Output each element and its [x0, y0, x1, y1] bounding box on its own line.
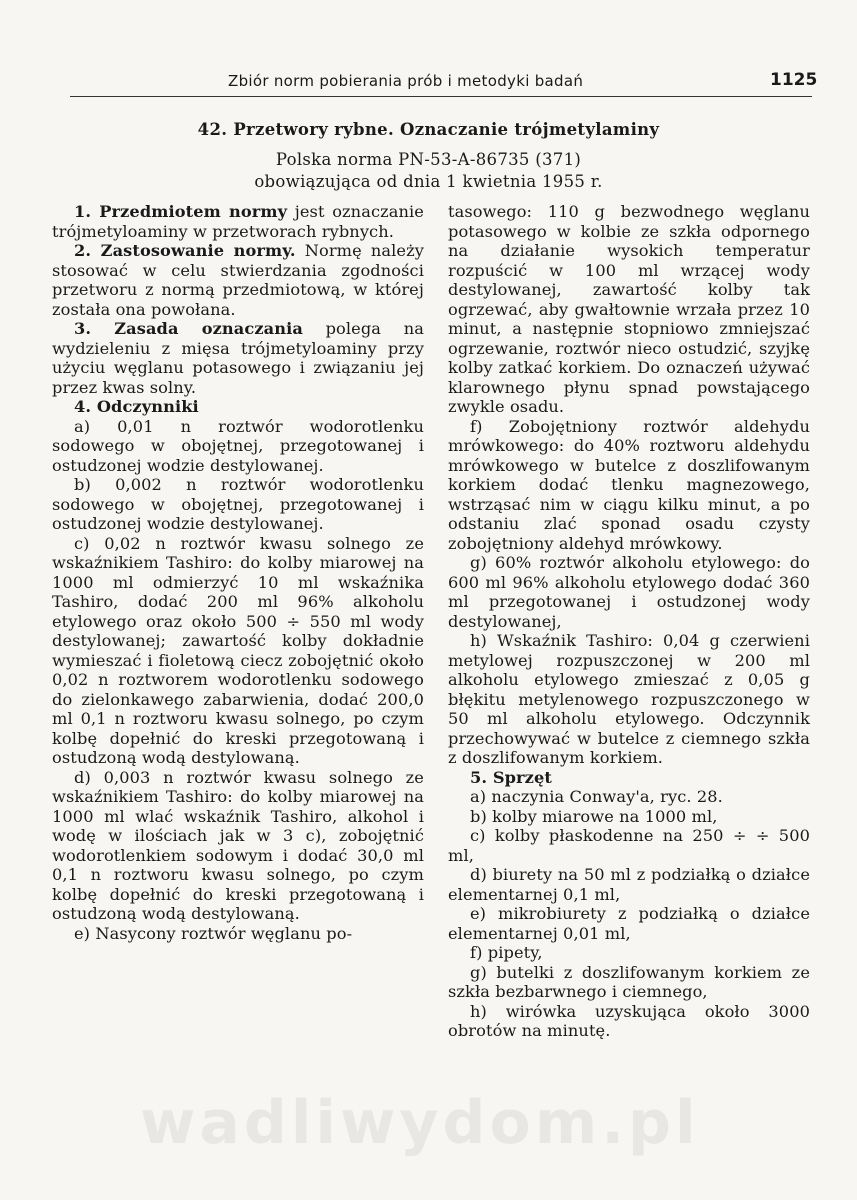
paragraph-text: e) Nasycony roztwór węglanu po- [74, 923, 353, 943]
paragraph [52, 768, 424, 924]
paragraph-text: d) biurety na 50 ml z podziałką o działce elementarnej 0,1 ml, [448, 865, 810, 904]
running-head: Zbiór norm pobierania prób i metodyki badań [228, 72, 584, 90]
paragraph [448, 826, 810, 865]
paragraph-label: 1. Przedmiotem normy [74, 202, 288, 221]
paragraph-text: g) butelki z doszlifowanym korkiem ze szkła bezbarwnego i ciemnego, [448, 962, 810, 1001]
paragraph [448, 943, 810, 963]
paragraph-text: c) kolby płaskodenne na 250 ÷ ÷ 500 ml, [448, 826, 810, 865]
paragraph [52, 924, 424, 944]
paragraph-text: a) 0,01 n roztwór wodorotlenku sodowego w obojętnej, przegotowanej i ostudzonej wodzie destylowanej. [52, 416, 424, 475]
paragraph-text: b) 0,002 n roztwór wodorotlenku sodowego w obojętnej, przegotowanej i ostudzonej wodzie destylowanej. [52, 475, 424, 533]
paragraph-text: polega na wydzieleniu z mięsa trójmetyloaminy przy użyciu węglanu potasowego i związaniu jej przez kwas solny. [52, 319, 425, 397]
paragraph [448, 417, 810, 554]
paragraph-text: d) 0,003 n roztwór kwasu solnego ze wskaźnikiem Tashiro: do kolby miarowej na 1000 ml wlać wskaźnik Tashiro, alkohol i wodę w ilościach jak w 3 c), zobojętnić wodorotlenkiem sodowym i dodać 30,0 ml 0,1 n roztworu kwasu solnego, po czym kolbę dopełnić do kreski przegotowaną i ostudzoną wodą destylowaną. [52, 767, 424, 923]
standard-number: Polska norma PN-53-A-86735 (371) [275, 150, 582, 169]
paragraph [52, 202, 424, 241]
effective-date: obowiązująca od dnia 1 kwietnia 1955 r. [254, 172, 603, 191]
paragraph [52, 397, 424, 417]
paragraph-text: c) 0,02 n roztwór kwasu solnego ze wskaźnikiem Tashiro: do kolby miarowej na 1000 ml odmierzyć 10 ml wskaźnika Tashiro, dodać 200 ml 96% alkoholu etylowego oraz około 500 ÷ 550 ml wody destylowanej; zawartość kolby dokładnie wymieszać i fioletową ciecz zobojętnić około 0,02 n roztworem wodorotlenku sodowego do zielonkawego zabarwienia, dodać 200,0 ml 0,1 n roztworu kwasu solnego, po czym kolbę dopełnić do kreski przegotowaną i ostudzoną wodą destylowaną. [52, 533, 424, 767]
paragraph [52, 534, 424, 768]
paragraph [448, 1002, 810, 1041]
paragraph [52, 417, 424, 476]
paragraph-label: 2. Zastosowanie normy. [74, 241, 296, 260]
paragraph-label: 4. Odczynniki [74, 397, 199, 416]
left-column [52, 202, 424, 943]
paragraph-label: 3. Zasada oznaczania [74, 319, 303, 338]
paragraph [448, 768, 810, 788]
paragraph-text: g) 60% roztwór alkoholu etylowego: do 600 ml 96% alkoholu etylowego dodać 360 ml przegotowanej i ostudzonej wody destylowanej, [448, 553, 810, 631]
paragraph-text: e) mikrobiurety z podziałką o działce elementarnej 0,01 ml, [448, 904, 810, 943]
paragraph-text: b) kolby miarowe na 1000 ml, [470, 806, 718, 826]
paragraph-text: f) Zobojętniony roztwór aldehydu mrówkowego: do 40% roztworu aldehydu mrówkowego w butelce z doszlifowanym korkiem dodać tlenku magnezowego, wstrząsać nim w ciągu kilku minut, a po odstaniu zlać sponad osadu czysty zobojętniony aldehyd mrówkowy. [448, 416, 810, 553]
paragraph-text: h) Wskaźnik Tashiro: 0,04 g czerwieni metylowej rozpuszczonej w 200 ml alkoholu etylowego zmieszać z 0,05 g błękitu metylenowego rozpuszczonego w 50 ml alkoholu etylowego. Odczynnik przechowywać w butelce z ciemnego szkła z doszlifowanym korkiem. [448, 631, 810, 767]
page-number: 1125 [770, 70, 818, 90]
paragraph [52, 319, 424, 397]
paragraph [448, 631, 810, 768]
paragraph [448, 787, 810, 807]
section-title: 42. Przetwory rybne. Oznaczanie trójmetylaminy [197, 120, 660, 139]
paragraph [52, 475, 424, 534]
paragraph-label: 5. Sprzęt [470, 767, 552, 787]
paragraph [52, 241, 424, 319]
header-rule [70, 96, 812, 97]
paragraph-text: tasowego: 110 g bezwodnego węglanu potasowego w kolbie ze szkła odpornego na działanie wysokich temperatur rozpuścić w 100 ml wrzącej wody destylowanej, zawartość kolby tak ogrzewać, aby gwałtownie wrzała przez 10 minut, a następnie stopniowo zmniejszać ogrzewanie, roztwór nieco ostudzić, szyjkę kolby zatkać korkiem. Do oznaczeń używać klarownego płynu spnad powstającego zwykle osadu. [448, 202, 810, 416]
right-column [448, 202, 810, 1041]
paragraph [448, 904, 810, 943]
paragraph [448, 807, 810, 827]
paragraph-text: Normę należy stosować w celu stwierdzania zgodności przetworu z normą przedmiotową, w której została ona powołana. [52, 241, 424, 319]
paragraph-text: h) wirówka uzyskująca około 3000 obrotów na minutę. [448, 1001, 810, 1040]
paragraph [448, 865, 810, 904]
paragraph [448, 202, 810, 417]
paragraph [448, 553, 810, 631]
paragraph-text: a) naczynia Conway'a, ryc. 28. [470, 787, 723, 806]
paragraph [448, 963, 810, 1002]
watermark: wadliwydom.pl [140, 1088, 700, 1158]
paragraph-text: f) pipety, [470, 943, 543, 962]
paragraph-text: jest oznaczanie trójmetyloaminy w przetworach rybnych. [52, 202, 424, 241]
